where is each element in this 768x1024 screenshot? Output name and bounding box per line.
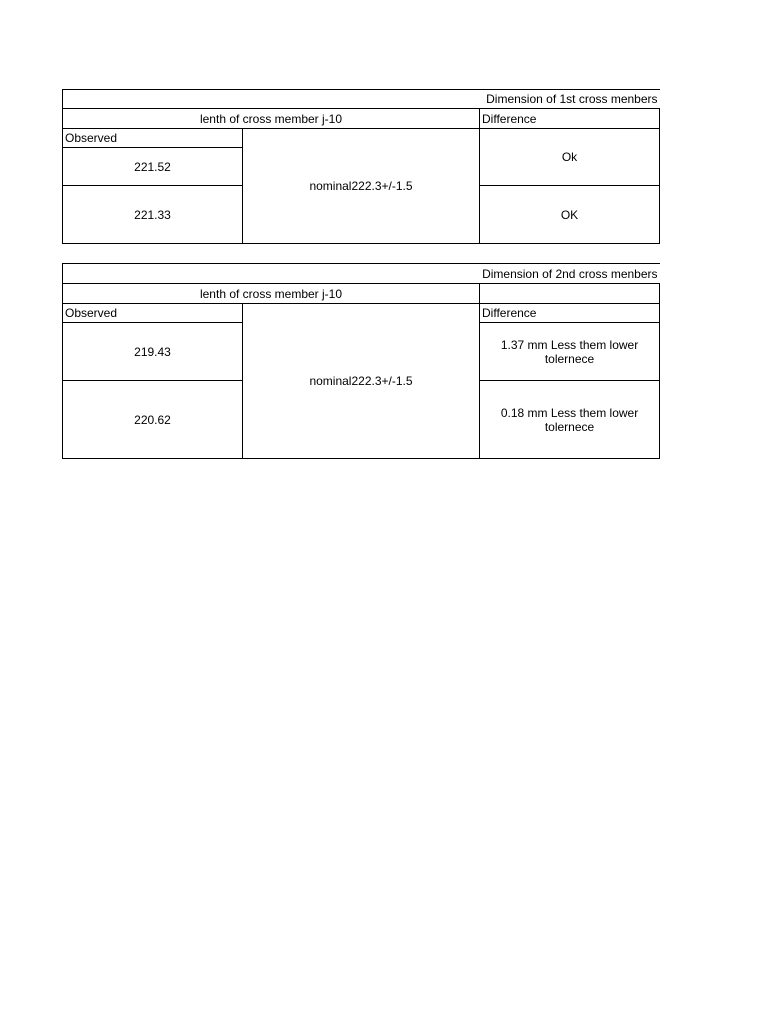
observed-cell[interactable]: 219.43	[63, 323, 243, 381]
difference-cell[interactable]: Ok	[480, 129, 660, 186]
difference-cell[interactable]	[480, 381, 660, 459]
empty-cell[interactable]	[480, 284, 660, 304]
difference-cell[interactable]	[480, 323, 660, 381]
observed-header[interactable]: Observed	[63, 304, 243, 323]
nominal-cell[interactable]: nominal222.3+/-1.5	[243, 129, 480, 244]
cross-member-table-1	[62, 89, 660, 244]
difference-line: 1.37 mm Less them lower	[500, 337, 639, 352]
nominal-cell[interactable]: nominal222.3+/-1.5	[243, 304, 480, 459]
observed-cell[interactable]: 220.62	[63, 381, 243, 459]
difference-line: tolernece	[544, 419, 595, 434]
difference-line: tolernece	[544, 351, 595, 366]
difference-header[interactable]: Difference	[480, 109, 660, 129]
observed-header[interactable]: Observed	[63, 129, 243, 148]
length-header[interactable]: lenth of cross member j-10	[63, 109, 480, 129]
difference-cell[interactable]: OK	[480, 186, 660, 244]
cross-member-table-2	[62, 263, 660, 459]
observed-cell[interactable]: 221.52	[63, 148, 243, 186]
observed-cell[interactable]: 221.33	[63, 186, 243, 244]
length-header[interactable]: lenth of cross member j-10	[63, 284, 480, 304]
table-title[interactable]: Dimension of 2nd cross menbers	[63, 264, 660, 284]
table-title[interactable]: Dimension of 1st cross menbers	[63, 90, 660, 109]
difference-line: 0.18 mm Less them lower	[500, 405, 639, 420]
difference-header[interactable]: Difference	[480, 304, 660, 323]
